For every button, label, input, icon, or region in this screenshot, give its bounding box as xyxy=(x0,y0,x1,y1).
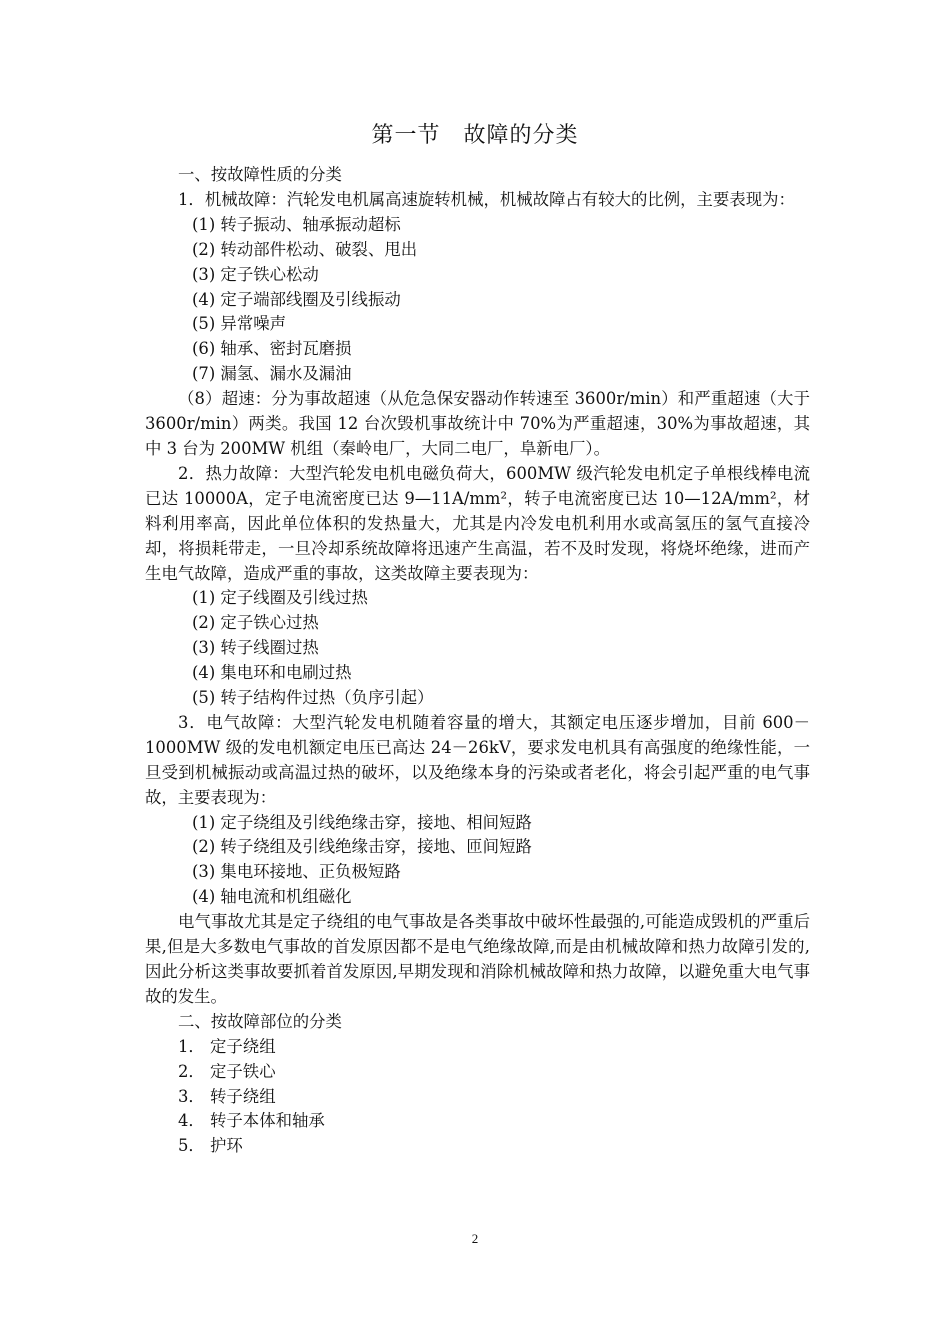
list-item: (1) 定子绕组及引线绝缘击穿，接地、相间短路 xyxy=(192,812,532,832)
section-heading: 1． 定子绕组 xyxy=(178,1036,276,1056)
list-item: (6) 轴承、密封瓦磨损 xyxy=(192,339,352,359)
paragraph: 1．机械故障：汽轮发电机属高速旋转机械，机械故障占有较大的比例，主要表现为： xyxy=(178,189,795,209)
list-item: (4) 定子端部线圈及引线振动 xyxy=(192,289,401,309)
list-item: (3) 定子铁心松动 xyxy=(192,264,319,284)
list-item: (5) 转子结构件过热（负序引起） xyxy=(192,688,434,708)
page-number: 2 xyxy=(471,1231,479,1246)
paragraph: 电气事故尤其是定子绕组的电气事故是各类事故中破坏性最强的,可能造成毁机的严重后果,但是大多数电气事故的首发原因都不是电气绝缘故障,而是由机械故障和热力故障引发的,因此分析这类事故要抓着首发原因,早期发现和消除机械故障和热力故障，以避免重大电气事故的发生。 xyxy=(145,912,810,1006)
section-heading: 二、按故障部位的分类 xyxy=(178,1011,342,1031)
paragraph: （8）超速：分为事故超速（从危急保安器动作转速至 3600r/min）和严重超速（大于 3600r/min）两类。我国 12 台次毁机事故统计中 70%为严重超速，30%为事故超速，其中 3 台为 200MW 机组（秦岭电厂，大同二电厂，阜新电厂）。 xyxy=(145,389,810,458)
document-body xyxy=(145,163,810,1159)
section-heading: 4． 转子本体和轴承 xyxy=(178,1111,325,1131)
paragraph: 2．热力故障：大型汽轮发电机电磁负荷大，600MW 级汽轮发电机定子单根线棒电流已达 10000A，定子电流密度已达 9—11A/mm²，转子电流密度已达 10—12A/mm²，材料利用率高，因此单位体积的发热量大，尤其是内冷发电机利用水或高氢压的氢气直接冷却，将损耗带走，一旦冷却系统故障将迅速产生高温，若不及时发现，将烧坏绝缘，进而产生电气故障，造成严重的事故，这类故障主要表现为： xyxy=(145,463,810,583)
list-item: (4) 集电环和电刷过热 xyxy=(192,663,352,683)
section-heading: 一、按故障性质的分类 xyxy=(178,165,342,184)
list-item: (7) 漏氢、漏水及漏油 xyxy=(192,364,352,384)
list-item: (2) 转子绕组及引线绝缘击穿，接地、匝间短路 xyxy=(192,837,532,857)
list-item: (3) 集电环接地、正负极短路 xyxy=(192,862,401,882)
list-item: (5) 异常噪声 xyxy=(192,314,286,334)
list-item: (2) 转动部件松动、破裂、甩出 xyxy=(192,239,418,259)
section-heading: 5． 护环 xyxy=(178,1136,243,1156)
page-title: 第一节 故障的分类 xyxy=(371,123,579,148)
list-item: (1) 转子振动、轴承振动超标 xyxy=(192,214,401,234)
paragraph: 3．电气故障：大型汽轮发电机随着容量的增大，其额定电压逐步增加，目前 600－1000MW 级的发电机额定电压已高达 24－26kV，要求发电机具有高强度的绝缘性能，一旦受到机械振动或高温过热的破坏，以及绝缘本身的污染或者老化，将会引起严重的电气事故，主要表现为： xyxy=(145,712,810,807)
list-item: (1) 定子线圈及引线过热 xyxy=(192,588,368,608)
section-heading: 3． 转子绕组 xyxy=(178,1086,276,1106)
section-heading: 2． 定子铁心 xyxy=(178,1061,276,1081)
list-item: (2) 定子铁心过热 xyxy=(192,613,319,633)
list-item: (4) 轴电流和机组磁化 xyxy=(192,887,352,907)
list-item: (3) 转子线圈过热 xyxy=(192,638,319,658)
